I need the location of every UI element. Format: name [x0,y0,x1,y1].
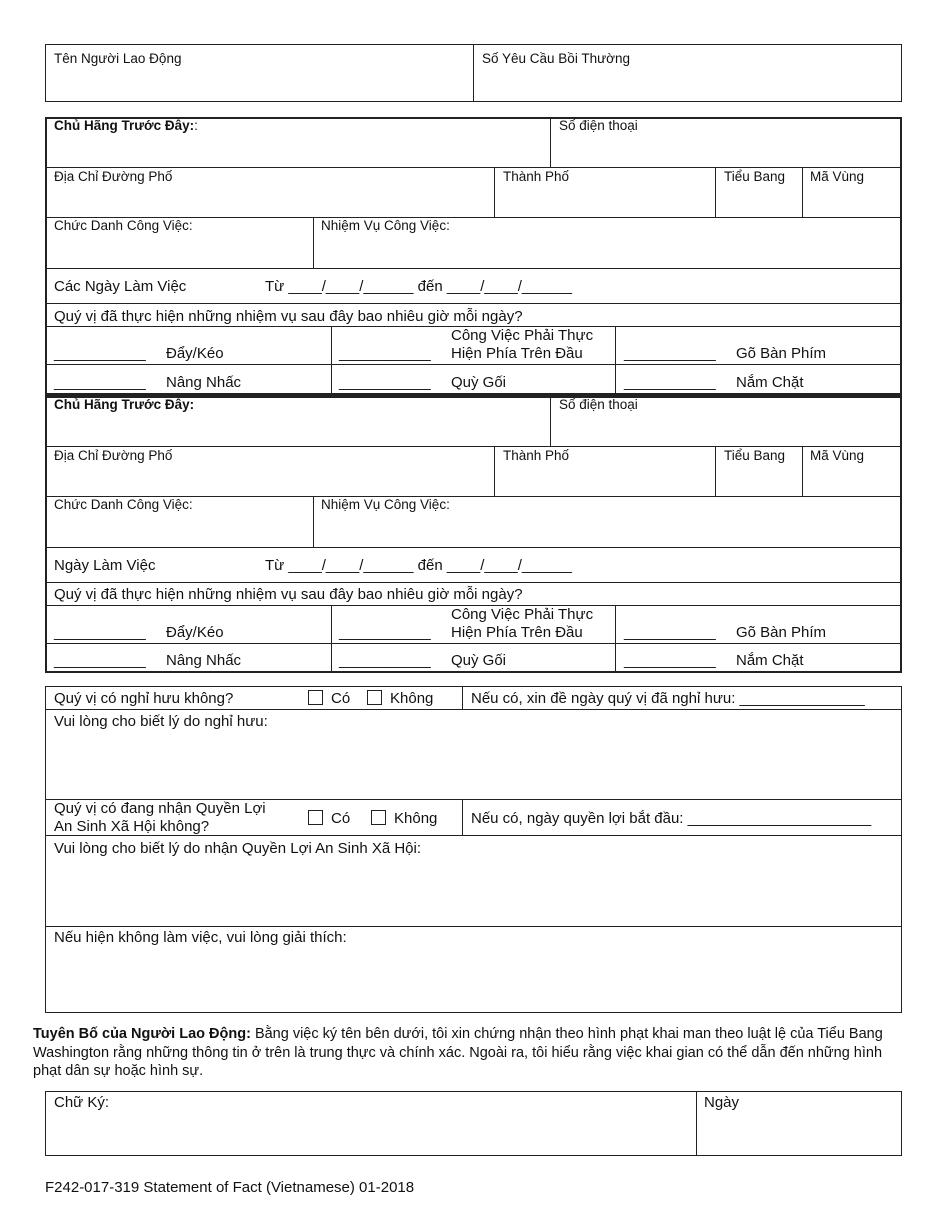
employer-2-state-label: Tiểu Bang [724,448,786,463]
employer-1-hours-question: Quý vị đã thực hiện những nhiệm vụ sau đây bao nhiêu giờ mỗi ngày? [54,308,523,325]
social-security-no-label: Không [394,810,438,827]
employer-1-row-line [46,167,901,168]
employer-2-street-label: Địa Chỉ Đường Phố [54,448,173,463]
checkbox-icon[interactable] [367,690,382,705]
employer-2-row-line [46,446,901,447]
retirement-no-option[interactable] [367,690,433,707]
employer-1-row-line [46,303,901,304]
worker-name-field[interactable] [46,70,472,100]
social-security-date-prompt[interactable]: Nếu có, ngày quyền lợi bắt đầu: ______________________ [471,810,872,827]
employer-1-overhead-blank[interactable]: ___________ [339,345,431,362]
employer-1-push-pull-label: Đẩy/Kéo [166,345,224,362]
employer-2-lifting-label: Nâng Nhấc [166,652,242,669]
claim-number-field[interactable] [474,70,901,100]
employer-1-keyboard-label: Gõ Bàn Phím [736,345,827,362]
retirement-row-line [46,835,901,836]
employer-2-push-pull-label: Đẩy/Kéo [166,624,224,641]
employer-2-zip-label: Mã Vùng [810,448,865,463]
employer-1-kneeling-label: Quỳ Gối [451,374,507,391]
social-security-question-1: Quý vị có đang nhận Quyền Lợi [54,800,266,817]
retirement-reason-field[interactable] [46,732,901,798]
employer-1-job-title-label: Chức Danh Công Việc: [54,218,193,233]
worker-name-label: Tên Người Lao Động [54,51,182,66]
employer-2-phone-divider [550,397,551,447]
employer-2-overhead-blank[interactable]: ___________ [339,624,431,641]
employer-2-overhead-label-2: Hiện Phía Trên Đầu [451,624,583,641]
employer-1-zip-label: Mã Vùng [810,169,865,184]
retirement-row-line [46,709,901,710]
signature-date-field[interactable] [697,1114,901,1154]
employer-1-overhead-label-1: Công Việc Phải Thực [451,327,594,344]
retirement-yes-option[interactable] [308,690,350,707]
employer-1-state-label: Tiểu Bang [724,169,786,184]
employer-2-grasping-label: Nắm Chặt [736,652,804,669]
employer-1-phone-divider [550,118,551,168]
declaration-paragraph [33,1025,913,1081]
employer-1-keyboard-blank[interactable]: ___________ [624,345,716,362]
employer-2-task-divider [615,605,616,672]
employer-2-dates-label: Ngày Làm Việc [54,557,156,574]
employer-2-task-divider [331,605,332,672]
employer-2-label: Chủ Hãng Trước Đây: [54,397,195,412]
retirement-no-label: Không [390,690,434,707]
employer-2-kneeling-label: Quỳ Gối [451,652,507,669]
claim-number-label: Số Yêu Cầu Bồi Thường [482,51,630,66]
retirement-divider [462,686,463,709]
employer-1-zip-divider [802,167,803,218]
employer-2-row-line [46,582,901,583]
employer-1-overhead-label-2: Hiện Phía Trên Đầu [451,345,583,362]
employer-2-job-duties-label: Nhiệm Vụ Công Việc: [321,497,450,512]
employer-1-city-label: Thành Phố [503,169,570,184]
employer-1-grasping-blank[interactable]: ___________ [624,374,716,391]
employer-2-kneeling-blank[interactable]: ___________ [339,652,431,669]
employer-2-phone-label: Số điện thoại [559,397,638,412]
employer-2-dates-field[interactable]: Từ ____/____/______ đến ____/____/______ [265,557,572,574]
employer-1-row-line [46,364,901,365]
employer-2-row-line [46,547,901,548]
checkbox-icon[interactable] [371,810,386,825]
social-security-reason-label: Vui lòng cho biết lý do nhận Quyền Lợi An Sinh Xã Hội: [54,840,422,857]
employer-1-state-divider [715,167,716,218]
employer-2-keyboard-blank[interactable]: ___________ [624,624,716,641]
declaration-title: Tuyên Bố của Người Lao Động: [33,1026,251,1042]
employer-2-lifting-blank[interactable]: ___________ [54,652,146,669]
employer-1-dates-label: Các Ngày Làm Việc [54,278,187,295]
employer-1-grasping-label: Nắm Chặt [736,374,804,391]
employer-1-duties-divider [313,217,314,268]
employer-1-street-label: Địa Chỉ Đường Phố [54,169,173,184]
employer-2-state-divider [715,446,716,497]
retirement-date-prompt[interactable]: Nếu có, xin đề ngày quý vị đã nghỉ hưu: _______________ [471,690,865,707]
employer-2-overhead-label-1: Công Việc Phải Thực [451,606,594,623]
social-security-yes-label: Có [331,810,351,827]
social-security-yes-option[interactable] [308,810,350,827]
retirement-reason-label: Vui lòng cho biết lý do nghỉ hưu: [54,713,268,730]
employer-1-phone-label: Số điện thoại [559,118,638,133]
employer-1-label: Chủ Hãng Trước Đây:: [54,118,198,133]
employer-2-city-divider [494,446,495,497]
signature-date-label: Ngày [704,1094,740,1111]
checkbox-icon[interactable] [308,810,323,825]
signature-label: Chữ Ký: [54,1094,110,1111]
employer-2-zip-divider [802,446,803,497]
employer-2-row-line [46,643,901,644]
employer-1-job-duties-label: Nhiệm Vụ Công Việc: [321,218,450,233]
employer-1-row-line [46,268,901,269]
employer-2-hours-question: Quý vị đã thực hiện những nhiệm vụ sau đây bao nhiêu giờ mỗi ngày? [54,586,523,603]
signature-field[interactable] [46,1114,695,1154]
social-security-divider [462,799,463,836]
employer-1-dates-field[interactable]: Từ ____/____/______ đến ____/____/______ [265,278,572,295]
social-security-no-option[interactable] [371,810,437,827]
retirement-question: Quý vị có nghỉ hưu không? [54,690,234,707]
not-working-label: Nếu hiện không làm việc, vui lòng giải thích: [54,929,347,946]
employer-2-grasping-blank[interactable]: ___________ [624,652,716,669]
form-footer: F242-017-319 Statement of Fact (Vietnamese) 01-2018 [45,1179,415,1196]
social-security-reason-field[interactable] [46,860,901,924]
declaration-text: Bằng việc ký tên bên dưới, tôi xin chứng nhận theo hình phạt khai man theo luật lệ của Tiểu Bang Washington rằng những thông tin ở trên là trung thực và chính xác. Ngoài ra, tôi hiểu rằng việc khai gian có thể dẫn đến những hình phạt dân sự hoặc hình sự. [33,1026,883,1079]
not-working-field[interactable] [46,948,901,1011]
retirement-row-line [46,926,901,927]
employer-1-task-divider [615,326,616,394]
employer-2-push-pull-blank[interactable]: ___________ [54,624,146,641]
employer-2-duties-divider [313,496,314,547]
employer-1-city-divider [494,167,495,218]
employer-1-push-pull-blank[interactable]: ___________ [54,345,146,362]
social-security-question-2: An Sinh Xã Hội không? [54,818,210,835]
employer-1-lifting-blank[interactable]: ___________ [54,374,146,391]
retirement-yes-label: Có [331,690,351,707]
employer-1-kneeling-blank[interactable]: ___________ [339,374,431,391]
employer-2-city-label: Thành Phố [503,448,570,463]
checkbox-icon[interactable] [308,690,323,705]
employer-2-job-title-label: Chức Danh Công Việc: [54,497,193,512]
employer-1-lifting-label: Nâng Nhấc [166,374,242,391]
employer-1-task-divider [331,326,332,394]
employer-2-keyboard-label: Gõ Bàn Phím [736,624,827,641]
